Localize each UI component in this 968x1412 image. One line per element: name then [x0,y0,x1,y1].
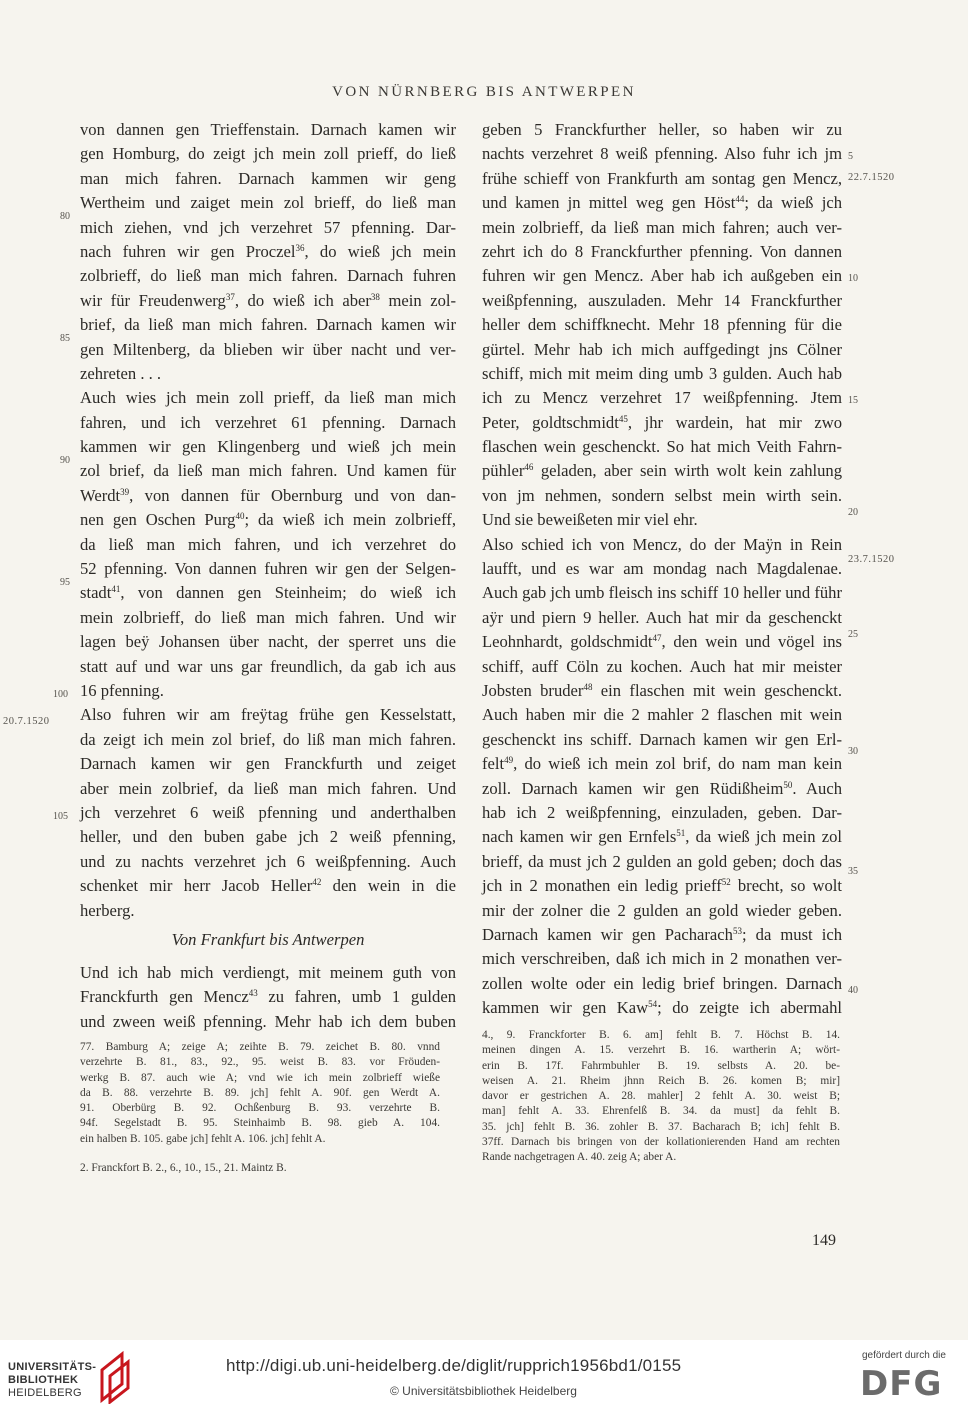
text-line [80,459,456,483]
text-span: mein zol- [379,290,457,310]
text-line [482,338,842,362]
text-span: , von dannen gen Steinheim; do wieß ich [120,583,456,603]
apparatus-note: 91. Oberbürg B. 92. Ochßenburg B. 93. verzehrte B. [80,1102,440,1115]
text-span: gürtel. Mehr hab ich mich auffgedingt jns Cölner [482,339,842,359]
line-number: 15 [848,395,858,406]
text-line [482,996,842,1020]
library-line: BIBLIOTHEK [8,1374,79,1386]
line-number: 85 [60,333,70,344]
text-line [482,264,842,288]
apparatus-note: ein halben B. 105. gabe jch] fehlt A. 106. jch] fehlt A. [80,1132,326,1145]
text-span: hab ich 2 weißpfenning, einzuladen, geben. Dar- [482,802,842,822]
text-line [482,508,842,532]
apparatus-notes-right [482,1028,840,1166]
text-line [482,142,842,166]
footnote-marker: 40 [235,511,245,522]
apparatus-note: werkg B. 87. auch wie A; vnd wie ich mein zolbrieff wieße [80,1071,440,1084]
text-line [482,825,842,849]
text-span: Also fuhren wir am freÿtag frühe gen Kesselstatt, [80,705,456,725]
text-line [80,240,456,264]
apparatus-note: weisen A. 21. Rheim jhnn Reich B. 26. komen B; mir] [482,1074,840,1087]
text-span: aÿr und piern 9 heller. Auch hat mir da geschenckt [482,607,842,627]
apparatus-note: verzehrte B. 81., 83., 92., 95. weist B. 83. vor Fröuden- [80,1056,440,1069]
text-line [80,142,456,166]
funding-label: gefördert durch die [862,1350,946,1361]
viewer-footer [0,1340,968,1412]
text-span: 16 pfenning. [80,680,164,700]
text-line [482,581,842,605]
text-span: flaschen wein geschenckt. So hat mich Veith Fahrn- [482,437,842,457]
text-line [482,533,842,557]
line-number: 80 [60,211,70,222]
text-span: Auch haben mir die 2 mahler 2 flaschen mit wein [482,705,842,725]
text-span: ein flaschen mit wein geschenckt. [592,680,843,700]
text-span: Von Frankfurt bis Antwerpen [171,929,365,949]
text-line [80,728,456,752]
footnote-marker: 53 [732,925,742,936]
text-span: zol brief, da ließ man mich fahren. Und kamen für [80,461,456,481]
text-span: 52 pfenning. Von dannen fuhren wir gen der Selgen- [80,559,456,579]
footnote-marker: 51 [676,828,686,839]
text-span: brecht, so wolt [730,876,843,896]
text-span: fahren, und ich verzehret 61 pfenning. Darnach [80,412,456,432]
text-span: fuhren wir gen Mencz. Aber hab ich außgeben ein [482,266,842,286]
line-number: 25 [848,629,858,640]
text-span: kammen wir gen Kaw [482,998,649,1018]
text-line [80,985,456,1009]
text-span: , do wieß jch mein [304,241,457,261]
text-line [482,411,842,435]
text-span: brief, da ließ man mich fahren. Darnach kamen wir [80,315,456,335]
text-line [482,947,842,971]
margin-date: 23.7.1520 [848,554,895,565]
apparatus-note: Rande nachgetragen A. 40. zeig A; aber A. [482,1151,677,1164]
text-span: frühe schieff von Frankfurth am sontag gen Mencz, [482,168,842,188]
text-span: zehrt ich do 8 Franckfurther pfenning. Von dannen [482,241,842,261]
text-span: , von dannen für Obernburg und von dan- [129,485,456,505]
text-span: Wertheim und zaiget mein zol brieff, do ließ man [80,193,456,213]
footnote-marker: 36 [295,242,305,253]
footnote-marker: 48 [583,681,593,692]
footnote-marker: 50 [783,779,793,790]
text-line [482,289,842,313]
text-span: statt auf und war uns gar freundlich, da gab ich aus [80,656,456,676]
text-line [482,216,842,240]
text-line [80,899,456,923]
text-line [482,313,842,337]
text-span: schiff, mich mit meim ding umb 3 gulden. Auch hab [482,363,842,383]
text-line [80,961,456,985]
text-span: mir der zolner die 2 gulden an gold wieder geben. [482,900,842,920]
text-line [80,581,456,605]
text-span: , da wieß jch mein zol [685,827,842,847]
footnote-marker: 54 [648,999,658,1010]
footnote-marker: 47 [652,633,662,644]
library-line: HEIDELBERG [8,1387,82,1399]
text-span: wir für Freudenwerg [80,290,226,310]
note-separator [80,1147,440,1161]
line-number: 100 [53,689,68,700]
text-line [482,703,842,727]
permalink-url[interactable]: http://digi.ub.uni-heidelberg.de/diglit/rupprich1956bd1/0155 [226,1356,682,1375]
text-span: jch in 2 monathen ein ledig prieff [482,876,722,896]
apparatus-note: 94f. Segelstadt B. 95. Steinhaimb B. 98. gieb A. 104. [80,1117,440,1130]
footnote-marker: 52 [721,877,731,888]
text-line [482,801,842,825]
text-line [80,752,456,776]
text-span: mein zolbrieff, do ließ man mich fahren. Und wir [80,607,456,627]
running-header: VON NÜRNBERG BIS ANTWERPEN [332,84,636,100]
text-span: stadt [80,583,112,603]
text-span: ich zu Mencz verzehret 17 weißpfenning. Jtem [482,388,842,408]
apparatus-note: 2. Franckfort B. 2., 6., 10., 15., 21. Maintz B. [80,1162,287,1175]
apparatus-note: 35. jch] fehlt B. 36. zohler B. 37. Bacharach B; ich] fehlt B. [482,1120,840,1133]
text-line [482,972,842,996]
footnote-marker: 43 [248,988,258,999]
line-number: 10 [848,273,858,284]
text-span: ; da wieß ich mein zolbrieff, [244,510,456,530]
text-line [482,630,842,654]
text-span: heller dem schiffknecht. Mehr 18 pfenning für die [482,315,842,335]
text-span: nen gen Oschen Purg [80,510,236,530]
text-span: Peter, goldtschmidt [482,412,619,432]
line-number: 90 [60,455,70,466]
text-line [80,435,456,459]
text-span: Also schied ich von Mencz, do der Maÿn in Rein [482,534,842,554]
text-span: ; da must ich [741,924,842,944]
text-span: gen Homburg, do zeigt jch mein zoll prieff, do ließ [80,144,456,164]
text-span: und kamen jn mittel weg gen Höst [482,193,736,213]
apparatus-note: meinen dingen A. 15. verzehrt B. 16. wartherin A; wört- [482,1044,840,1057]
text-line [482,118,842,142]
footnote-marker: 49 [504,755,514,766]
text-line [80,264,456,288]
text-span: geladen, aber sein wirth wolt kein zahlung [533,461,842,481]
text-span: mich ziehen, vnd jch verzehret 57 pfenning. Dar- [80,217,456,237]
text-span: da zeigt ich mein zol brief, do liß man mich fahren. [80,729,456,749]
page-number: 149 [812,1232,836,1249]
text-line [482,655,842,679]
text-line [80,118,456,142]
text-line [482,679,842,703]
line-number: 35 [848,866,858,877]
text-span: Darnach kamen wir gen Franckfurth und zeiget [80,754,456,774]
text-span: Und sie beweißeten mir viel ehr. [482,510,698,530]
line-number: 30 [848,746,858,757]
text-line [80,167,456,191]
text-span: , do wieß ich aber [234,290,371,310]
text-span: den wein in die [321,876,456,896]
text-line [80,606,456,630]
text-line [482,752,842,776]
text-line [80,703,456,727]
text-line [80,655,456,679]
text-span: zollen wolte oder ein ledig brief bringen. Darnach [482,973,842,993]
text-line [482,923,842,947]
text-span: ; da wieß jch [744,193,842,213]
apparatus-note: davor er gestrichen A. 28. mahler] 2 fehlt A. 30. weist B; [482,1090,840,1103]
text-span: zu fahren, umb 1 gulden [257,987,456,1007]
line-number: 20 [848,507,858,518]
text-line [80,313,456,337]
text-span: felt [482,754,505,774]
text-line [482,899,842,923]
text-span: jch verzehret 6 weiß pfenning und anderthalben [80,802,456,822]
text-span: zoll. Darnach kamen wir gen Rüdißheim [482,778,784,798]
text-line [482,435,842,459]
apparatus-note: 37ff. Darnach bis bringen von der kollationierenden Hand am rechten [482,1136,840,1149]
text-span: laufft, und es war am mondag nach Magdalenae. [482,559,842,579]
text-line [80,533,456,557]
text-span: mein zolbrieff, da ließ man mich fahren; auch ver- [482,217,842,237]
text-span: Jobsten bruder [482,680,584,700]
text-line [482,167,842,191]
text-line [80,1010,456,1034]
footnote-marker: 38 [370,291,380,302]
text-span: zolbrieff, do ließ man mich fahren. Darnach fuhren [80,266,456,286]
text-span: Werdt [80,485,121,505]
margin-date: 20.7.1520 [3,716,50,727]
text-span: brieff, da must jch 2 gulden an gold geben; doch das [482,851,842,871]
text-line [80,338,456,362]
line-number: 5 [848,151,853,162]
text-span: , do wieß ich mein zol brif, do nam man kein [513,754,842,774]
text-line [482,386,842,410]
text-line [80,484,456,508]
text-line [80,679,456,703]
text-span: nach fuhren wir gen Proczel [80,241,296,261]
line-number: 105 [53,811,68,822]
text-span: und zu nachts verzehret jch 6 weißpfenning. Auch [80,851,456,871]
text-span: , jhr wardein, hat mir zwo [627,412,842,432]
text-span: lagen beÿ Johansen über nacht, der sperret uns die [80,632,456,652]
left-text-column [80,118,456,1034]
text-span: man mich fahren. Darnach kammen wir geng [80,168,456,188]
text-line [80,508,456,532]
text-span: Auch wies jch mein zoll prieff, da ließ man mich [80,388,456,408]
dfg-logo: DFG [860,1364,943,1404]
text-span: heller, und den buben gabe jch 2 weiß pfenning, [80,827,456,847]
text-span: ; do zeigte ich abermahl [657,998,842,1018]
text-line [482,484,842,508]
text-span: herberg. [80,900,135,920]
text-line [482,728,842,752]
text-line [80,874,456,898]
apparatus-note: da B. 88. verzehrte B. 89. jch] fehlt A. 90f. gen Werdt A. [80,1086,440,1099]
text-line [80,216,456,240]
right-text-column [482,118,842,1020]
text-span: Leohnhardt, goldschmidt [482,632,653,652]
text-line [482,557,842,581]
apparatus-notes-left [80,1040,440,1176]
library-line: UNIVERSITÄTS- [8,1361,97,1373]
text-span: aber mein zolbrief, da ließ man mich fahren. Und [80,778,456,798]
apparatus-note: 4., 9. Franckforter B. 6. am] fehlt B. 7. Höchst B. 14. [482,1029,840,1041]
text-span: . Auch [792,778,843,798]
text-line [80,191,456,215]
footnote-marker: 41 [111,584,121,595]
text-line [482,606,842,630]
library-logo-icon [96,1348,136,1404]
text-line [482,459,842,483]
text-line [80,630,456,654]
text-span: kammen wir gen Klingenberg und wieß jch mein [80,437,456,457]
text-span: Franckfurth gen Mencz [80,987,249,1007]
text-line [482,874,842,898]
text-line [482,777,842,801]
text-span: zehreten . . . [80,363,162,383]
text-line [482,240,842,264]
text-span: nach kamen wir gen Ernfels [482,827,677,847]
text-span: Auch gab jch umb fleisch ins schiff 10 heller und führ [482,583,842,603]
library-logo-text [8,1361,96,1400]
text-span: weißpfenning, auszuladen. Mehr 14 Franckfurther [482,290,842,310]
footnote-marker: 39 [120,486,130,497]
line-number: 40 [848,985,858,996]
text-span: von jm nehmen, sondern selbst mein wirth sein. [482,485,842,505]
text-line [80,557,456,581]
apparatus-note: erin B. 17f. Fahrmbuhler B. 19. selbsts A. 20. be- [482,1059,840,1072]
text-span: geben 5 Franckfurther heller, so haben wir zu [482,120,842,139]
text-span: Darnach kamen wir gen Pacharach [482,924,733,944]
text-line [482,191,842,215]
text-span: nachts verzehret 8 weiß pfenning. Also fuhr ich jm [482,144,842,164]
margin-date: 22.7.1520 [848,172,895,183]
text-span: Und ich hab mich verdiengt, mit meinem guth von [80,962,456,982]
text-span: mich verschreiben, daß ich mich in 2 monathen ver- [482,949,842,969]
text-span: pühler [482,461,525,481]
section-heading [80,923,456,953]
copyright-notice: © Universitätsbibliothek Heidelberg [390,1384,577,1398]
footnote-marker: 42 [312,877,322,888]
text-span: gen Miltenberg, da blieben wir über nacht und ver- [80,339,456,359]
apparatus-note: man] fehlt A. 33. Ehrenfelß B. 34. da must] da fehlt B. [482,1105,840,1118]
text-span: schenket mir herr Jacob Heller [80,876,313,896]
text-line [80,801,456,825]
footnote-marker: 45 [618,413,628,424]
text-span: , den wein und vögel ins [661,632,842,652]
text-span: von dannen gen Trieffenstain. Darnach kamen wir [80,120,456,139]
text-line [80,362,456,386]
text-line [80,386,456,410]
apparatus-note: 77. Bamburg A; zeige A; zeihte B. 79. zeichet B. 80. vnnd [80,1041,440,1053]
text-line [80,777,456,801]
text-line [80,289,456,313]
text-span: geschenckt ins schiff. Darnach kamen wir gen Erl- [482,729,842,749]
footnote-marker: 44 [735,194,745,205]
line-number: 95 [60,577,70,588]
text-span: da ließ man mich fahren, und ich verzehret do [80,534,456,554]
footnote-marker: 46 [524,462,534,473]
text-line [482,362,842,386]
text-line [80,825,456,849]
text-span: schiff, auff Cöln zu kochen. Auch hat mir meister [482,656,842,676]
text-span: und zween weiß pfenning. Mehr hab ich dem buben [80,1011,456,1031]
footnote-marker: 37 [225,291,235,302]
text-line [482,850,842,874]
text-line [80,850,456,874]
text-line [80,411,456,435]
